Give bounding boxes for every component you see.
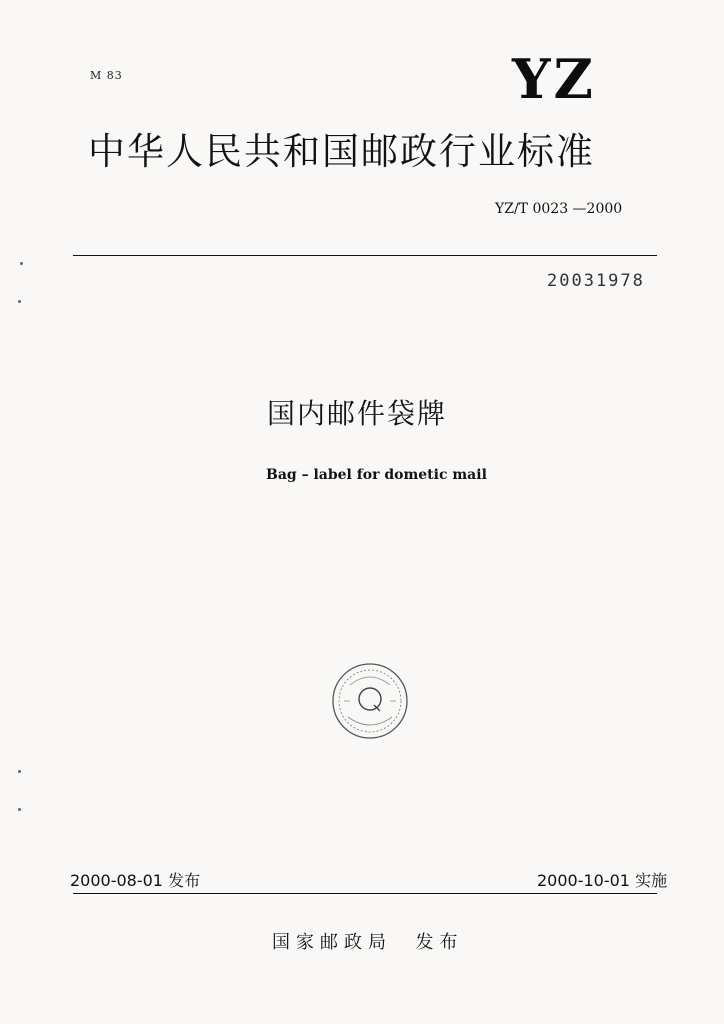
- issue-date: 2000-08-01 发布: [70, 871, 201, 890]
- scan-speck: [18, 770, 21, 773]
- top-divider: [73, 255, 657, 256]
- document-subtitle: Bag – label for dometic mail: [266, 467, 487, 483]
- library-seal-stamp: [330, 661, 410, 741]
- standard-series-title: 中华人民共和国邮政行业标准: [88, 130, 595, 173]
- implementation-date: 2000-10-01 实施: [537, 871, 668, 890]
- stamped-number: 20031978: [547, 271, 645, 291]
- publisher-line: 国家邮政局 发布: [272, 932, 464, 953]
- standard-number: YZ/T 0023 —2000: [495, 201, 623, 217]
- scan-speck: [18, 300, 21, 303]
- classification-code: M 83: [90, 69, 123, 82]
- document-title: 国内邮件袋牌: [267, 397, 448, 430]
- scan-speck: [18, 808, 21, 811]
- bottom-divider: [73, 893, 657, 894]
- scan-speck: [20, 262, 23, 265]
- yz-logo: YZ: [512, 47, 596, 111]
